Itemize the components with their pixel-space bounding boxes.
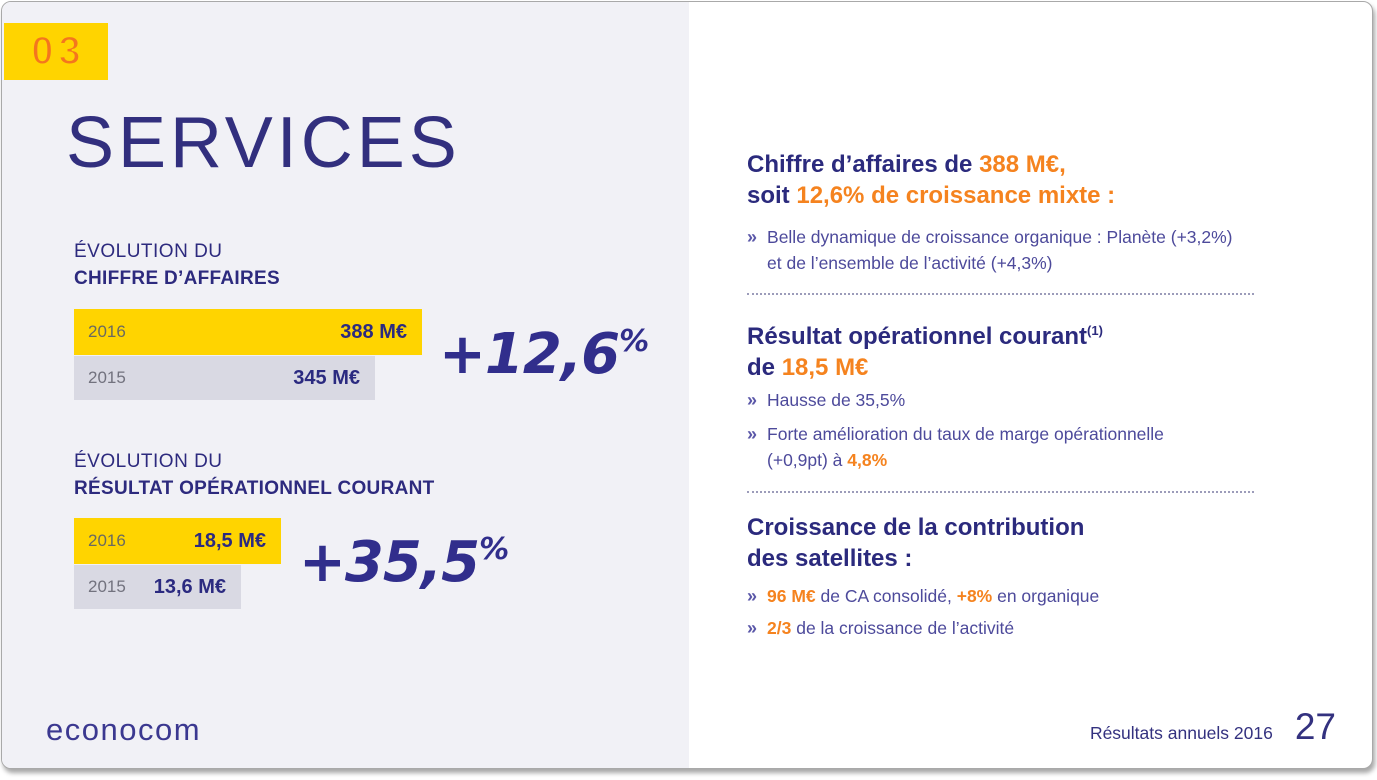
bullet-segment: de CA consolidé, (815, 586, 957, 606)
operating-chart-label (74, 448, 435, 502)
bullet-highlight: 2/3 (767, 618, 792, 638)
bullet-line: Forte amélioration du taux de marge opérationnelle (767, 424, 1164, 444)
bullet-text (767, 421, 1164, 473)
heading-text: soit (747, 182, 797, 209)
bar-value: 18,5 M€ (193, 529, 266, 552)
bar-year: 2016 (88, 322, 126, 341)
operating-bar-2015 (74, 565, 241, 609)
footnote-marker: (1) (1087, 323, 1103, 338)
bar-value: 345 M€ (293, 366, 360, 389)
growth-number: +12,6 (439, 322, 620, 387)
revenue-bar-2015 (74, 356, 375, 400)
revenue-chart-label-line2: CHIFFRE D’AFFAIRES (74, 268, 280, 289)
bullet-item (747, 224, 1267, 276)
revenue-chart-label-line1: ÉVOLUTION DU (74, 241, 223, 262)
bullet-item (747, 387, 1267, 413)
page-number: 27 (1294, 706, 1336, 747)
double-chevron-icon: » (747, 227, 758, 247)
operating-growth-figure (299, 530, 509, 595)
heading-text: Résultat opérationnel courant (747, 323, 1088, 350)
dotted-divider (747, 293, 1254, 295)
bullet-line (767, 447, 1164, 473)
revenue-growth-figure (439, 322, 649, 387)
bullet-text (767, 224, 1233, 276)
operating-chart-label-line1: ÉVOLUTION DU (74, 451, 223, 472)
double-chevron-icon: » (747, 618, 758, 638)
bullet-highlight: 4,8% (847, 450, 888, 470)
double-chevron-icon: » (747, 390, 758, 410)
bullet-segment: (+0,9pt) à (767, 450, 848, 470)
operating-heading (747, 315, 1267, 383)
report-title: Résultats annuels 2016 (1089, 723, 1273, 743)
percent-sign: % (619, 324, 650, 359)
operating-bar-2016 (74, 518, 281, 564)
bullet-text (767, 583, 1099, 609)
bar-year: 2016 (88, 531, 126, 550)
dotted-divider (747, 491, 1254, 493)
bullet-segment: en organique (992, 586, 1100, 606)
bullet-highlight: +8% (956, 586, 993, 606)
double-chevron-icon: » (747, 424, 758, 444)
heading-highlight: 18,5 M€ (781, 354, 869, 381)
revenue-bar-2016 (74, 309, 422, 355)
bullet-line: Belle dynamique de croissance organique : Planète (+3,2%) (767, 227, 1233, 247)
heading-text: Croissance de la contribution (747, 514, 1085, 541)
growth-number: +35,5 (299, 530, 480, 595)
revenue-heading (747, 149, 1267, 211)
bullet-item (747, 615, 1267, 641)
operating-chart-bars (74, 518, 281, 609)
page-title: SERVICES (66, 103, 461, 183)
heading-text: de (747, 354, 782, 381)
section-number-badge (4, 23, 108, 80)
bullet-highlight: 96 M€ (767, 586, 816, 606)
bullet-line: et de l’ensemble de l’activité (+4,3%) (767, 253, 1053, 273)
heading-highlight: 388 M€, (979, 151, 1066, 178)
bar-year: 2015 (88, 577, 126, 596)
bullet-text (767, 615, 1014, 641)
revenue-chart-bars (74, 309, 422, 400)
bullet-item (747, 421, 1267, 473)
bar-year: 2015 (88, 368, 126, 387)
satellites-heading (747, 512, 1267, 574)
double-chevron-icon: » (747, 586, 758, 606)
operating-chart-label-line2: RÉSULTAT OPÉRATIONNEL COURANT (74, 478, 435, 499)
bullet-text: Hausse de 35,5% (767, 390, 906, 410)
section-number: 03 (31, 29, 86, 73)
bullet-segment: de la croissance de l’activité (791, 618, 1015, 638)
slide (1, 1, 1373, 769)
heading-text: des satellites : (747, 545, 913, 572)
heading-highlight: 12,6% de croissance mixte : (796, 182, 1116, 209)
econocom-logo: econocom (46, 712, 202, 747)
bullet-item (747, 583, 1267, 609)
percent-sign: % (479, 532, 510, 567)
heading-text: Chiffre d’affaires de (747, 151, 980, 178)
bar-value: 13,6 M€ (153, 575, 226, 598)
bar-value: 388 M€ (340, 320, 407, 343)
footer-right (1090, 706, 1336, 748)
revenue-chart-label (74, 238, 280, 292)
